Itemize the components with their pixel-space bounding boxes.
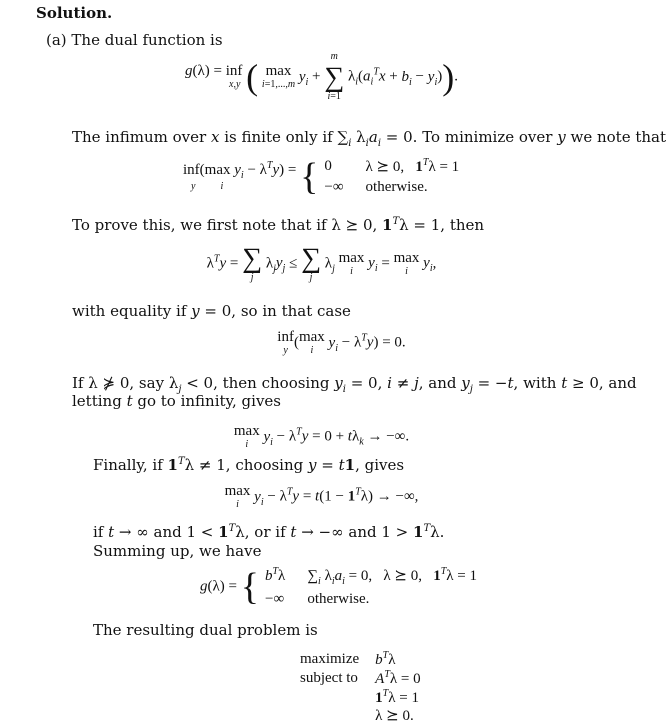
equation-limit-two: max i $y_i - \lambda^Ty = t(1 - 1^T\lambda)$ → −∞, xyxy=(224,483,419,510)
equation-prove: $\lambda^Ty$ = ∑ j $\lambda_jy_j$ ≤ ∑ j $\lambda_j$ max i $y_i$ = max i $y_i$, xyxy=(206,243,437,284)
paragraph-if-t: if t → ∞ and $1 < 1^T\lambda$, or if t → −∞ and $1 > 1^T\lambda$. xyxy=(93,523,445,541)
equation-inf-cases: inf(max $y_i - \lambda^Ty$) = y i { 0 λ ⪰ 0, $1^T\lambda = 1$ −∞ otherwise. xyxy=(183,155,460,198)
equation-dual-cases: g(λ) = { $b^T\lambda$ $\sum_i$ $\lambda_ia_i = 0$, λ ⪰ 0, $1^T\lambda = 1$ −∞ otherwise. xyxy=(200,566,478,609)
dual-objective: $b^T\lambda$ xyxy=(375,650,396,668)
dual-maximize-label: maximize xyxy=(300,651,360,667)
paragraph-infimum: The infimum over x is finite only if $\sum_i$ $\lambda_ia_i = 0$. To minimize over y we note that xyxy=(72,128,666,149)
paragraph-prove: To prove this, we first note that if λ ⪰ 0, $1^T\lambda = 1$, then xyxy=(72,216,485,234)
paragraph-equality: with equality if y = 0, so in that case xyxy=(72,302,351,320)
paragraph-finally: Finally, if $1^T\lambda \ne 1$, choosing y = t1, gives xyxy=(93,456,405,474)
equation-dual-function: g(λ) = inf x,y ( max i=1,...,m $y_i$ + m ∑ i=1 $\lambda_i(a_i^Tx + b_i - y_i)$). xyxy=(185,51,458,102)
equation-limit-one: max i $y_i - \lambda^Ty = 0 + t\lambda_k$ → −∞. xyxy=(233,423,410,450)
equation-inf-zero: inf y ( max i $y_i - \lambda^Ty) = 0$. xyxy=(277,329,406,356)
paragraph-dual-problem: The resulting dual problem is xyxy=(93,621,318,639)
dual-constraint-nonneg: λ ⪰ 0. xyxy=(375,708,414,724)
paragraph-if-not-nonneg: If λ ⋡ 0, say $\lambda_j < 0$, then choosing $y_i = 0$, i ≠ j, and $y_j = -t$, with t ≥ 0, and xyxy=(72,374,637,395)
solution-heading: Solution. xyxy=(36,4,113,22)
paragraph-letting: letting t go to infinity, gives xyxy=(72,392,282,410)
paragraph-summing-up: Summing up, we have xyxy=(93,542,262,560)
dual-subject-to-label: subject to xyxy=(300,670,358,686)
part-a-intro: (a) The dual function is xyxy=(46,31,223,49)
dual-constraint-a: $A^T\lambda = 0$ xyxy=(375,669,421,687)
dual-problem xyxy=(300,650,421,725)
dual-constraint-sum: $1^T\lambda = 1$ xyxy=(375,688,419,706)
